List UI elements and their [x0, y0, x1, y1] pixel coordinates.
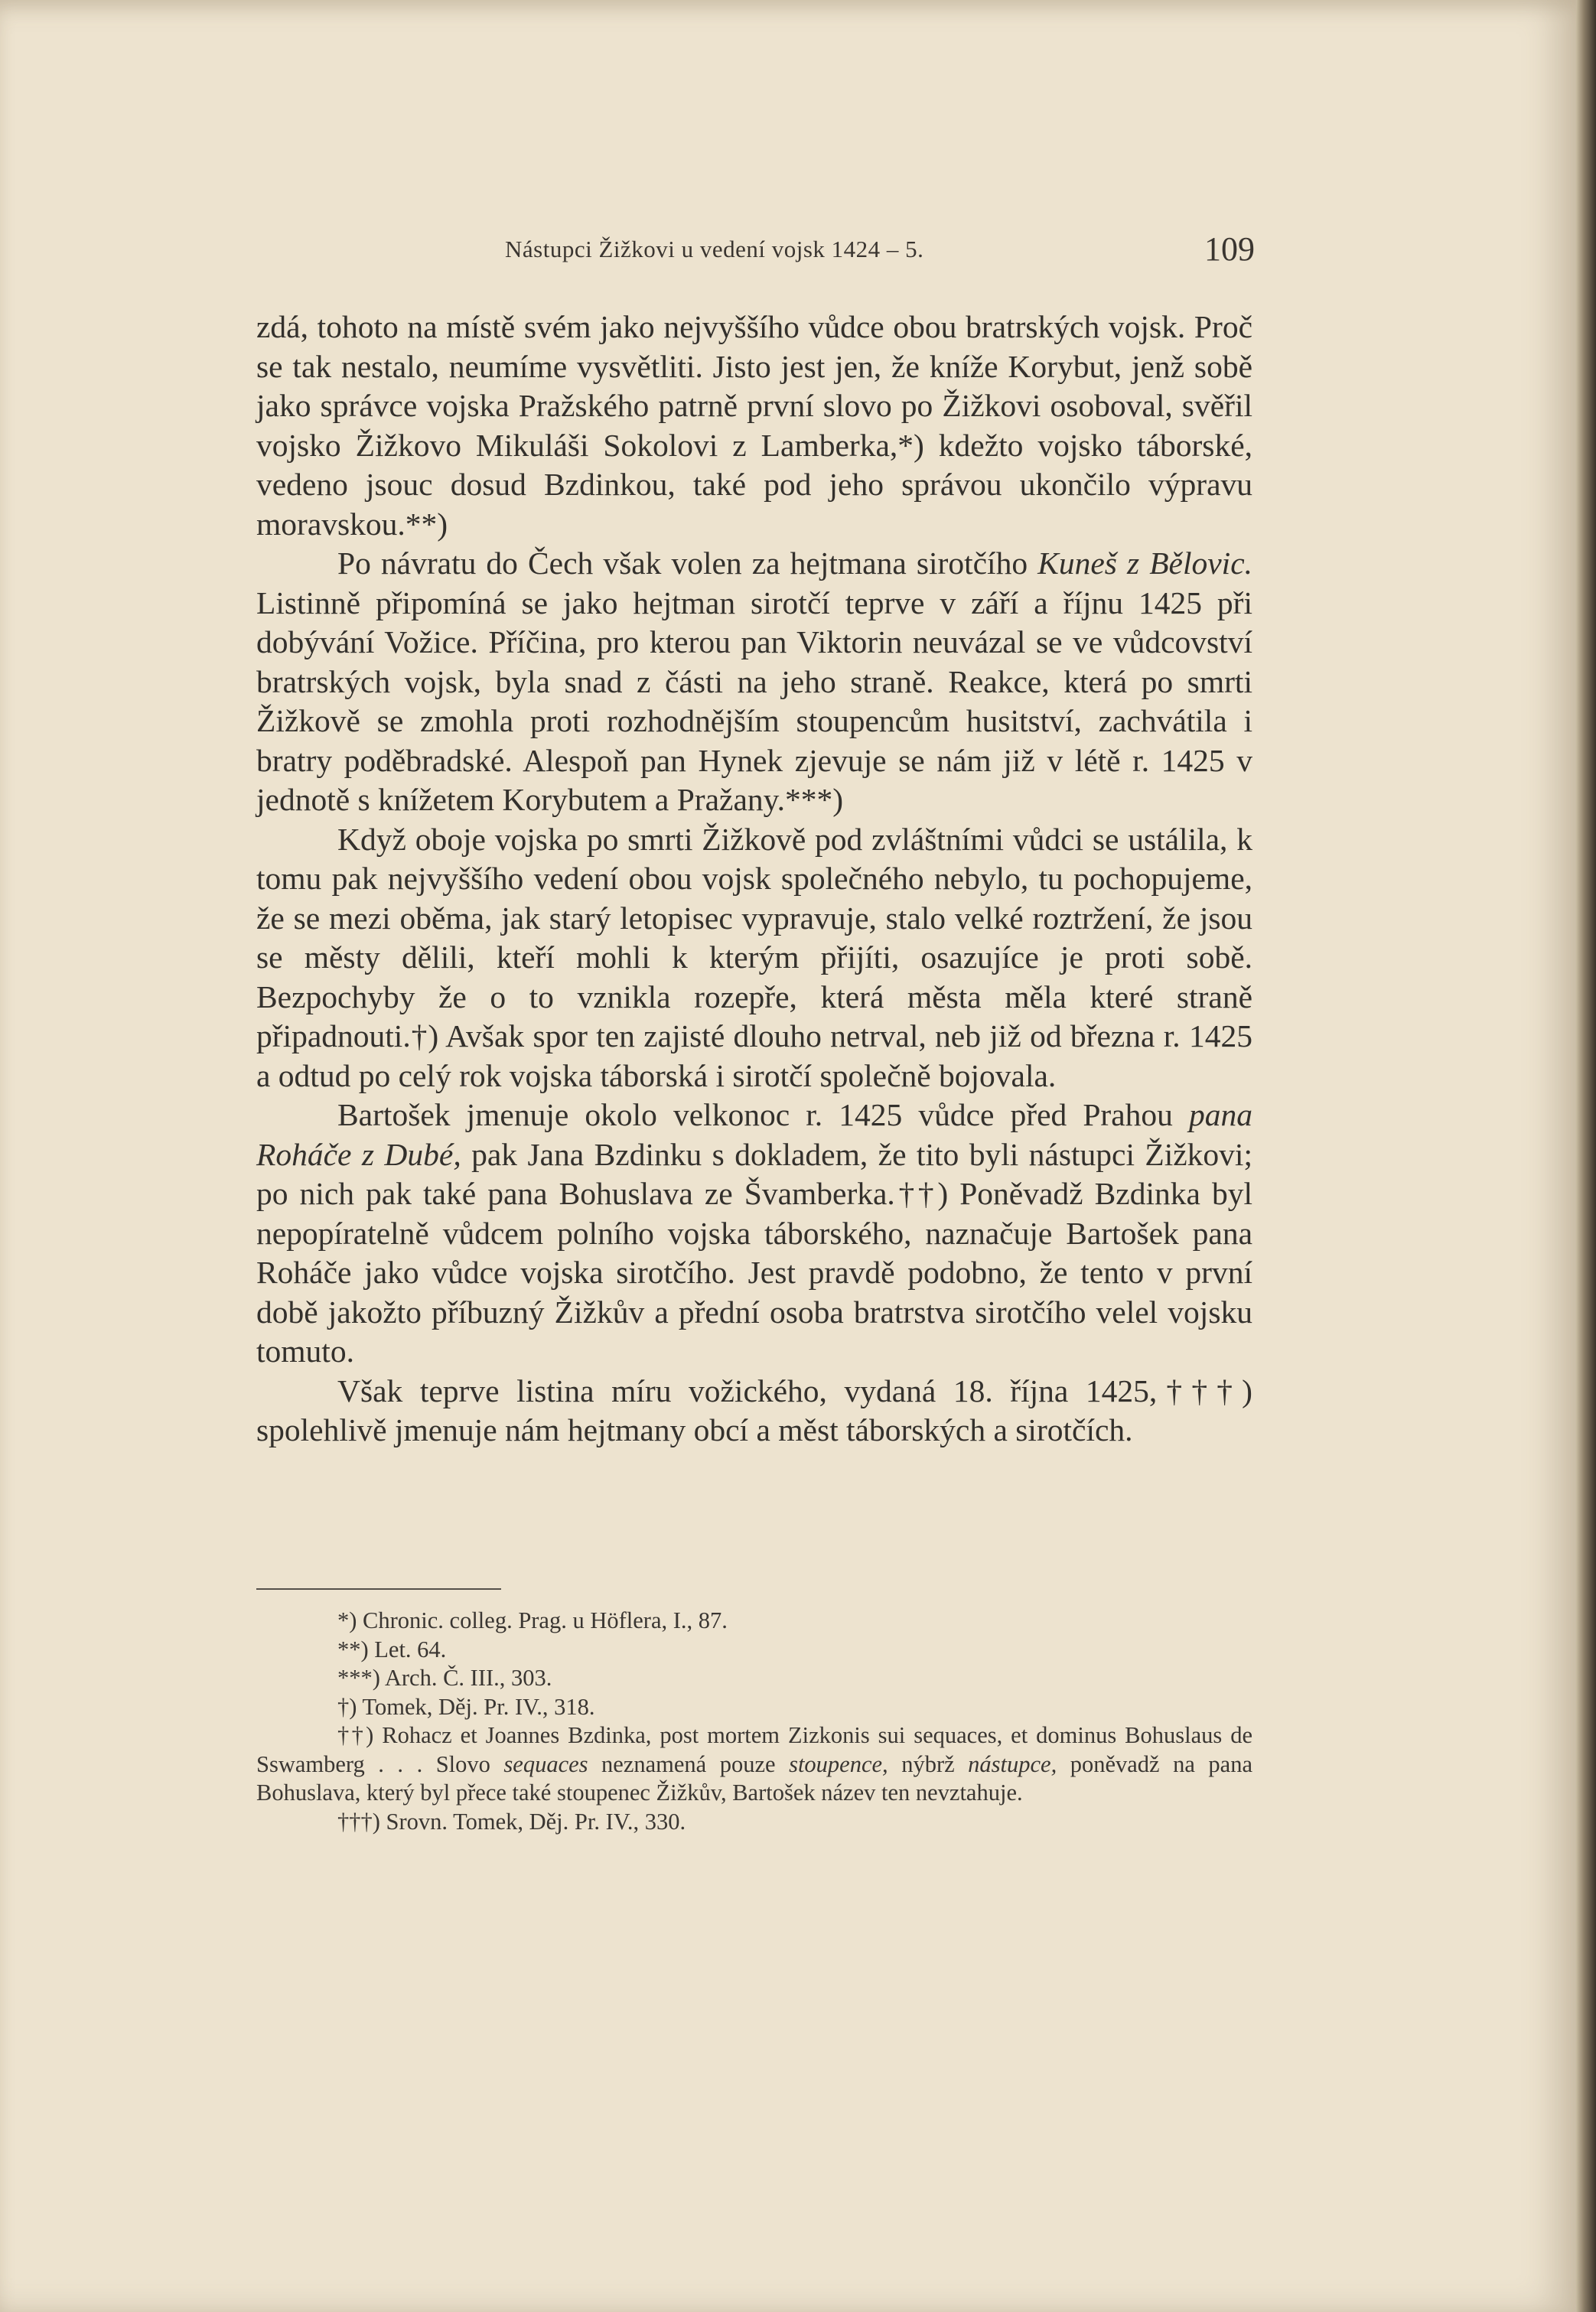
paragraph-4	[256, 1096, 1252, 1372]
footnote-5	[256, 1721, 1252, 1808]
page-number: 109	[1204, 230, 1255, 268]
footnote-5-italic-3: nástupce,	[968, 1750, 1057, 1777]
footnote-divider	[256, 1588, 501, 1590]
footnote-2: **) Let. 64.	[337, 1636, 447, 1662]
footnote-1: *) Chronic. colleg. Prag. u Höflera, I., 87.	[337, 1607, 728, 1633]
footnote-6: †††) Srovn. Tomek, Děj. Pr. IV., 330.	[337, 1808, 686, 1835]
paragraph-1-text: zdá, tohoto na místě svém jako nejvyššího vůdce obou bratrských vojsk. Proč se tak nestalo, neumíme vysvětliti. Jisto jest jen, že kníže Korybut, jenž sobě jako správce vojska Pražského patrně první slovo po Žižkovi osoboval, svěřil vojsko Žižkovo Mikuláši Sokolovi z Lamberka,*) kdežto vojsko táborské, vedeno jsouc dosud Bzdinkou, také pod jeho správou ukončilo výpravu moravskou.**)	[256, 309, 1252, 542]
footnotes	[256, 1607, 1252, 1836]
footnote-5-text-a: ††) Rohacz et Joannes Bzdinka, post mortem Zizkonis sui sequaces, et dominus Bohuslaus de Sswamberg . . . Slovo	[256, 1722, 1252, 1777]
running-header	[252, 230, 1255, 275]
paragraph-4-text-b: pak Jana Bzdinku s dokladem, že tito byli nástupci Žižkovi; po nich pak také pana Bohuslava ze Švamberka.††) Poněvadž Bzdinka byl nepopíratelně vůdcem polního vojska táborského, naznačuje Bartošek pana Roháče jako vůdce vojska sirotčího. Jest pravdě podobno, že tento v první době jakožto příbuzný Žižkův a přední osoba bratrstva sirotčího velel vojsku tomuto.	[256, 1136, 1252, 1369]
footnote-5-text-d: poněvadž na pana Bohuslava, který byl přece také stoupenec Žižkův, Bartošek název ten nevztahuje.	[256, 1750, 1252, 1806]
paragraph-5-text: Však teprve listina míru vožického, vydaná 18. října 1425,†††) spolehlivě jmenuje nám hejtmany obcí a měst táborských a sirotčích.	[256, 1373, 1252, 1447]
paragraph-2-text-b: Listinně připomíná se jako hejtman sirotčí teprve v září a říjnu 1425 při dobývání Vožice. Příčina, pro kterou pan Viktorin neuvázal se ve vůdcovství bratrských vojsk, byla snad z části na jeho straně. Reakce, která po smrti Žižkově se zmohla proti rozhodnějším stoupencům husitství, zachvátila i bratry poděbradské. Alespoň pan Hynek zjevuje se nám již v létě r. 1425 v jednotě s knížetem Korybutem a Pražany.***)	[256, 585, 1252, 817]
footnote-5-text-c: nýbrž	[888, 1750, 969, 1777]
footnote-5-italic-1: sequaces	[503, 1750, 588, 1777]
paragraph-5	[256, 1372, 1252, 1451]
footnote-3: ***) Arch. Č. III., 303.	[337, 1665, 552, 1691]
paragraph-2-text-a: Po návratu do Čech však volen za hejtmana sirotčího	[337, 545, 1038, 581]
running-title: Nástupci Žižkovi u vedení vojsk 1424 – 5.	[505, 236, 924, 262]
paragraph-2-italic: Kuneš z Bělovic.	[1037, 545, 1252, 581]
paragraph-4-italic: pana Roháče z Dubé,	[256, 1097, 1252, 1172]
paragraph-4-text-a: Bartošek jmenuje okolo velkonoc r. 1425 vůdce před Prahou	[337, 1097, 1189, 1132]
paragraph-3	[256, 820, 1252, 1096]
footnote-5-text-b: neznamená pouze	[588, 1750, 790, 1777]
footnote-5-italic-2: stoupence,	[789, 1750, 888, 1777]
main-text	[256, 308, 1252, 1451]
page-edge	[1576, 0, 1596, 2312]
paragraph-2	[256, 544, 1252, 820]
paragraph-1	[256, 308, 1252, 544]
footnote-4: †) Tomek, Děj. Pr. IV., 318.	[337, 1693, 595, 1720]
paragraph-3-text: Když oboje vojska po smrti Žižkově pod zvláštními vůdci se ustálila, k tomu pak nejvyššího vedení obou vojsk společného nebylo, tu pochopujeme, že se mezi oběma, jak starý letopisec vypravuje, stalo velké roztržení, že jsou se městy dělili, kteří mohli k kterým přijíti, osazujíce je proti sobě. Bezpochyby že o to vznikla rozepře, která města měla které straně připadnouti.†) Avšak spor ten zajisté dlouho netrval, neb již od března r. 1425 a odtud po celý rok vojska táborská i sirotčí společně bojovala.	[256, 821, 1252, 1093]
